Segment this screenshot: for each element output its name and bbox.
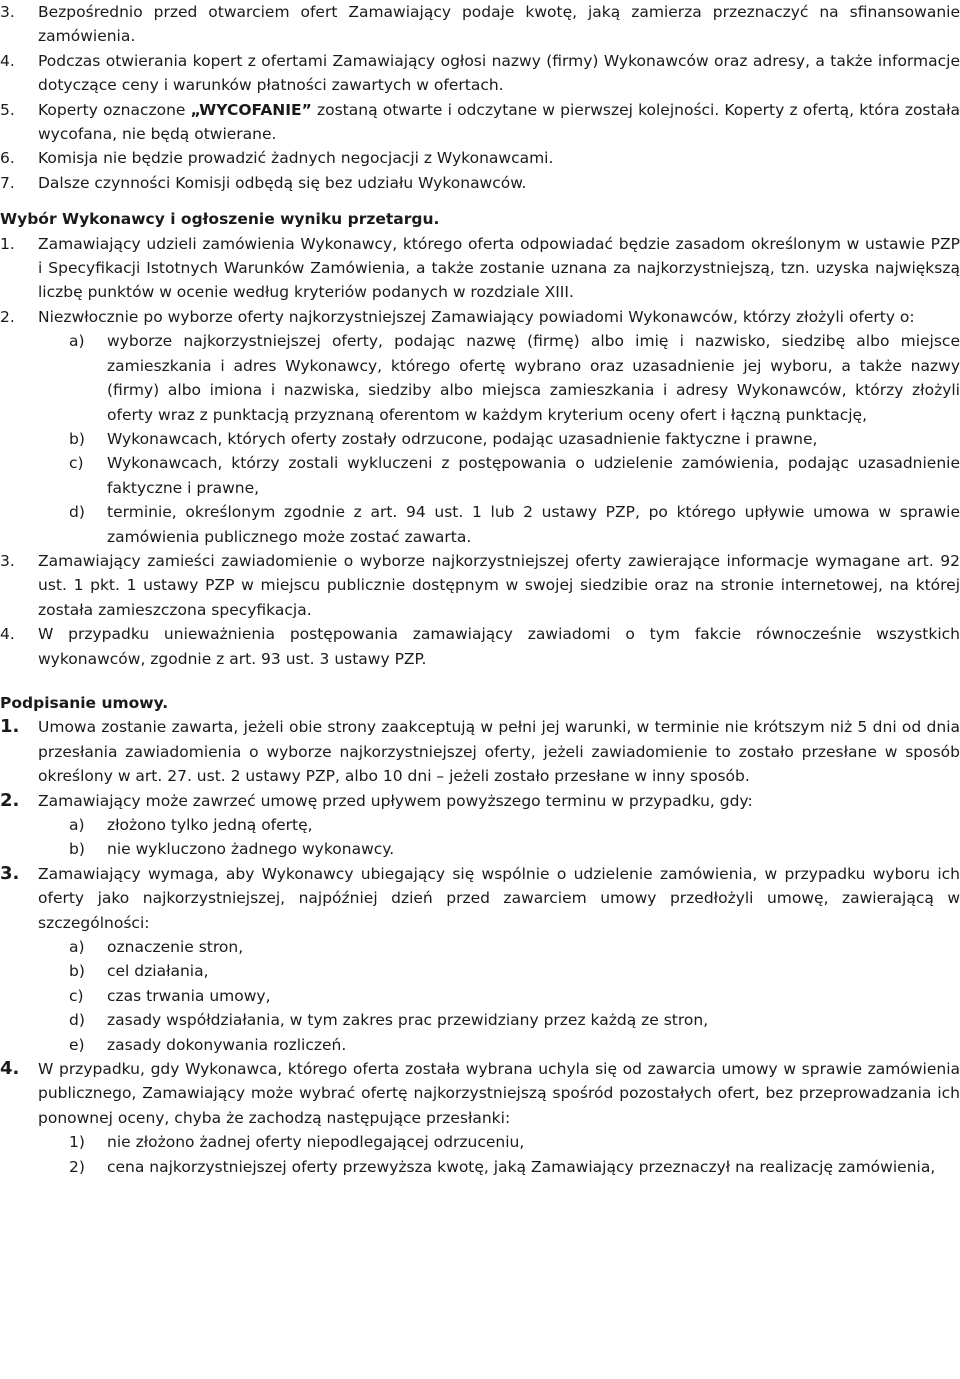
sub-list-item: [69, 837, 960, 861]
list-item: [0, 232, 960, 305]
sub-item-text: Wykonawcach, którzy zostali wykluczeni z postępowania o udzielenie zamówienia, podając uzasadnienie faktyczne i prawne,: [107, 454, 960, 497]
sub-item-label: c): [69, 454, 84, 473]
item-number: 1.: [0, 716, 20, 738]
sub-item-text: terminie, określonym zgodnie z art. 94 ust. 1 lub 2 ustawy PZP, po którego upływie umowa w sprawie zamówienia publicznego może zostać zawarta.: [107, 503, 960, 546]
item-number: 4.: [0, 1058, 20, 1080]
sub-list-item: [69, 1155, 960, 1179]
sub-item-text: Wykonawcach, których oferty zostały odrzucone, podając uzasadnienie faktyczne i prawne,: [107, 429, 818, 448]
item-number: 1.: [0, 234, 15, 253]
item-text-post: zostaną otwarte i odczytane w pierwszej kolejności. Koperty z ofertą, która została wycofana, nie będą otwierane.: [38, 100, 960, 144]
list-item: [0, 549, 960, 622]
item-number: 6.: [0, 149, 15, 168]
sub-item-label: 2): [69, 1157, 85, 1176]
sub-item-text: zasady współdziałania, w tym zakres prac przewidziany przez każdą ze stron,: [107, 1011, 709, 1030]
sub-list-item: [69, 1130, 960, 1154]
sub-item-label: b): [69, 962, 85, 981]
sub-list-item: [69, 500, 960, 549]
sub-item-text: oznaczenie stron,: [107, 938, 244, 957]
sub-list-item: [69, 427, 960, 451]
item-text: [38, 98, 960, 147]
item-number: 5.: [0, 100, 15, 119]
list-item: [0, 49, 960, 98]
section-heading-selection: Wybór Wykonawcy i ogłoszenie wyniku przetargu.: [0, 210, 440, 229]
sub-item-text: czas trwania umowy,: [107, 986, 271, 1005]
item-text: Bezpośrednio przed otwarciem ofert Zamawiający podaje kwotę, jaką zamierza przeznaczyć na sfinansowanie zamówienia.: [38, 3, 960, 46]
item-number: 3.: [0, 862, 20, 884]
list-item: [0, 789, 960, 813]
sub-item-text: cel działania,: [107, 962, 209, 981]
section-heading-contract: Podpisanie umowy.: [0, 693, 169, 712]
sub-list-item: [69, 1033, 960, 1057]
item-number: 2.: [0, 307, 15, 326]
item-number: 2.: [0, 789, 20, 811]
sub-item-label: a): [69, 816, 85, 834]
sub-item-text: zasady dokonywania rozliczeń.: [107, 1035, 347, 1054]
list-item: [0, 98, 960, 147]
sub-item-label: d): [69, 1011, 85, 1030]
item-number: 7.: [0, 173, 15, 192]
sub-item-text: nie złożono żadnej oferty niepodlegającej odrzuceniu,: [107, 1133, 525, 1152]
list-item: [0, 171, 960, 195]
sub-list-item: [69, 959, 960, 983]
item-number: 3.: [0, 551, 15, 570]
sub-list-item: [69, 1008, 960, 1032]
list-item: [0, 622, 960, 671]
item-text: Umowa zostanie zawarta, jeżeli obie strony zaakceptują w pełni jej warunki, w terminie nie krótszym niż 5 dni od dnia przesłania zawiadomienia o wyborze najkorzystniejszej oferty, jeżeli zawiadomienie to zostało przesłane w sposób określony w art. 27. ust. 2 ustawy PZP, albo 10 dni – jeżeli zostało przesłane w inny sposób.: [38, 718, 960, 786]
sub-item-label: e): [69, 1035, 85, 1054]
list-item: [0, 862, 960, 935]
sub-list-item: [69, 984, 960, 1008]
item-text: Niezwłocznie po wyborze oferty najkorzystniejszej Zamawiający powiadomi Wykonawców, którzy złożyli oferty o:: [38, 307, 915, 326]
list-item: [0, 305, 960, 329]
list-item: [0, 1057, 960, 1130]
sub-item-label: d): [69, 503, 85, 522]
sub-list-item: [69, 935, 960, 959]
sub-item-text: złożono tylko jedną ofertę,: [107, 816, 313, 834]
item-text: Dalsze czynności Komisji odbędą się bez udziału Wykonawców.: [38, 173, 527, 192]
item-number: 3.: [0, 3, 15, 21]
withdrawal-label: „WYCOFANIE”: [190, 100, 312, 119]
sub-list-item: [69, 451, 960, 500]
sub-item-label: b): [69, 840, 85, 859]
sub-list-item: [69, 813, 960, 837]
sub-item-label: c): [69, 986, 84, 1005]
sub-item-label: a): [69, 938, 85, 957]
item-text: Podczas otwierania kopert z ofertami Zamawiający ogłosi nazwy (firmy) Wykonawców oraz adresy, a także informacje dotyczące ceny i warunków płatności zawartych w ofertach.: [38, 51, 960, 95]
item-text: Zamawiający udzieli zamówienia Wykonawcy, którego oferta odpowiadać będzie zasadom określonym w ustawie PZP i Specyfikacji Istotnych Warunków Zamówienia, a także zostanie uznana za najkorzystniejszą, tzn. uzyska największą liczbę punktów w ocenie według kryteriów podanych w rozdziale XIII.: [38, 234, 960, 302]
sub-item-text: nie wykluczono żadnego wykonawcy.: [107, 840, 395, 859]
sub-list-item: [69, 329, 960, 427]
item-text: Komisja nie będzie prowadzić żadnych negocjacji z Wykonawcami.: [38, 149, 554, 168]
item-number: 4.: [0, 51, 15, 70]
item-number: 4.: [0, 625, 15, 644]
sub-item-text: wyborze najkorzystniejszej oferty, podając nazwę (firmę) albo imię i nazwisko, siedzibę albo miejsce zamieszkania i adres Wykonawcy, którego ofertę wybrano oraz uzasadnienie jej wyboru, a także nazwy (firmy) albo imiona i nazwiska, siedziby albo miejsca zamieszkania i adresy Wykonawców, którzy złożyli oferty wraz z punktacją przyznaną oferentom w każdym kryterium oceny ofert i łączną punktację,: [107, 332, 960, 424]
sub-item-label: 1): [69, 1133, 85, 1152]
sub-item-label: b): [69, 429, 85, 448]
sub-item-label: a): [69, 332, 85, 351]
item-text-pre: Koperty oznaczone: [38, 100, 191, 119]
list-item: [0, 146, 960, 170]
item-text: Zamawiający zamieści zawiadomienie o wyborze najkorzystniejszej oferty zawierające informacje wymagane art. 92 ust. 1 pkt. 1 ustawy PZP w miejscu publicznie dostępnym w swojej siedzibie oraz na stronie internetowej, na której została zamieszczona specyfikacja.: [38, 551, 960, 619]
sub-item-text: cena najkorzystniejszej oferty przewyższa kwotę, jaką Zamawiający przeznaczył na realizację zamówienia,: [107, 1157, 936, 1176]
item-text: W przypadku, gdy Wykonawca, którego oferta została wybrana uchyla się od zawarcia umowy w sprawie zamówienia publicznego, Zamawiający może wybrać ofertę najkorzystniejszą spośród pozostałych ofert, bez przeprowadzania ich ponownej oceny, chyba że zachodzą następujące przesłanki:: [38, 1060, 960, 1127]
item-text: W przypadku unieważnienia postępowania zamawiający zawiadomi o tym fakcie równocześnie wszystkich wykonawców, zgodnie z art. 93 ust. 3 ustawy PZP.: [38, 625, 960, 668]
list-item: [0, 0, 960, 49]
item-text: Zamawiający może zawrzeć umowę przed upływem powyższego terminu w przypadku, gdy:: [38, 791, 753, 810]
list-item: [0, 715, 960, 788]
item-text: Zamawiający wymaga, aby Wykonawcy ubiegający się wspólnie o udzielenie zamówienia, w przypadku wyboru ich oferty jako najkorzystniejszej, najpóźniej dzień przed zawarciem umowy przedłożyli umowę, zawierającą w szczególności:: [38, 864, 960, 932]
